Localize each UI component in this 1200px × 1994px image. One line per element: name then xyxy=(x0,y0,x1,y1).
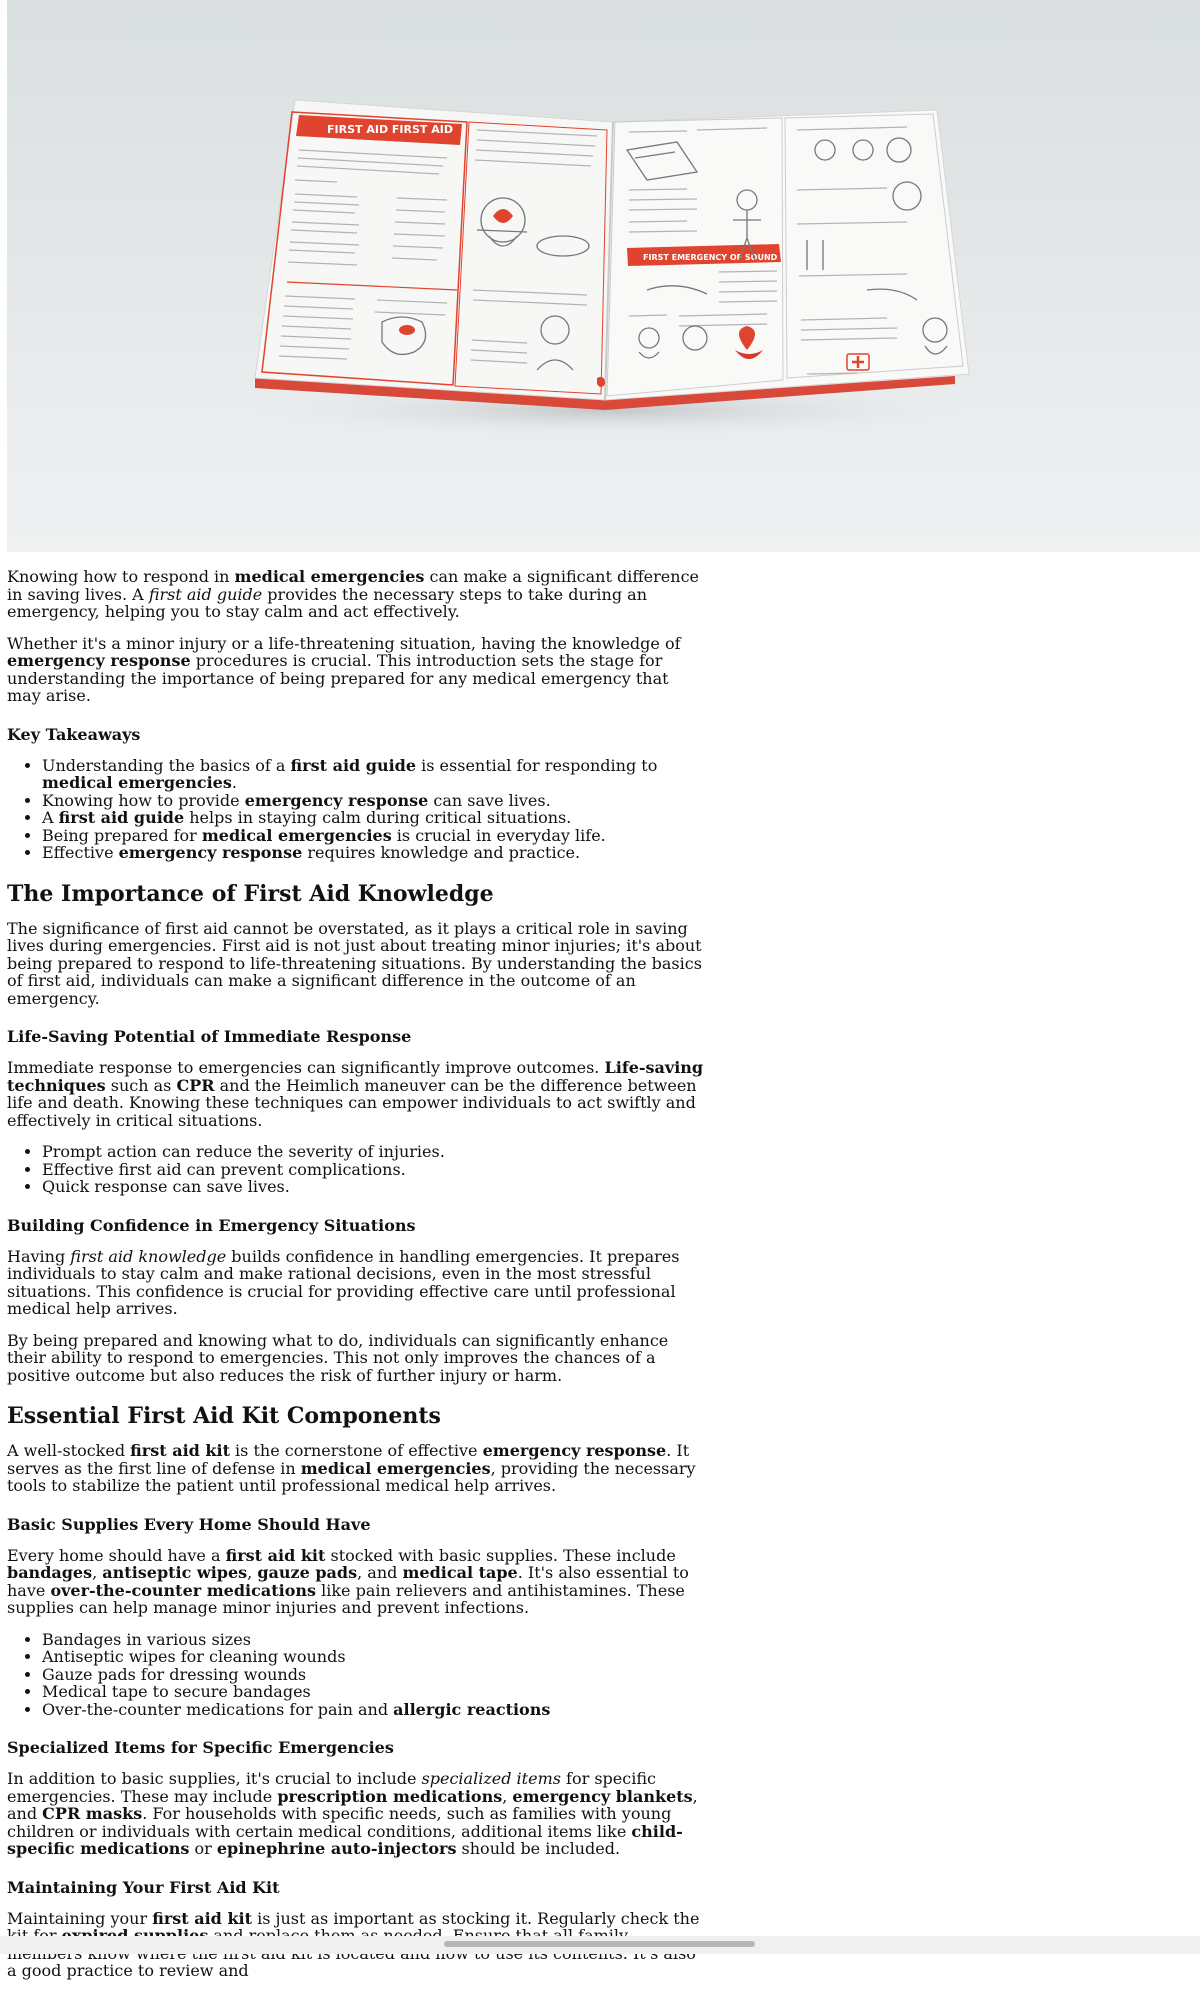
scrollbar-thumb[interactable] xyxy=(444,1941,755,1947)
text-run: is essential for responding to xyxy=(416,755,658,775)
bold-text: CPR masks xyxy=(42,1804,143,1823)
hero-image xyxy=(7,0,1200,552)
bold-text: emergency response xyxy=(244,790,429,810)
subsection-heading: Maintaining Your First Aid Kit xyxy=(7,1877,280,1897)
text-run: The significance of first aid cannot be overstated, as it plays a critical role in saving lives during emergencies. First aid is not just about treating minor injuries; it's about being prepared to respond to life-threatening situations. By understanding the basics of first aid, individuals can make a significant difference in the outcome of an emergency. xyxy=(7,918,702,1008)
list-item xyxy=(42,827,707,845)
text-run: such as xyxy=(105,1075,177,1095)
subsection-paragraph xyxy=(7,1770,707,1858)
bold-text: medical tape xyxy=(402,1563,518,1582)
text-run: Bandages in various sizes xyxy=(42,1629,251,1649)
booklet-banner: FIRST EMERGENCY OF SOUND xyxy=(643,253,778,262)
list-item xyxy=(42,1161,707,1179)
text-run: Having xyxy=(7,1246,71,1266)
bold-text: prescription medications xyxy=(277,1786,503,1806)
text-run: A well-stocked xyxy=(7,1441,131,1460)
text-run: stocked with basic supplies. These include xyxy=(325,1545,676,1565)
subsection-paragraph xyxy=(7,1059,707,1129)
text-run: , providing the necessary tools to stabilize the patient until professional medical help arrives. xyxy=(7,1458,696,1495)
text-run: Antiseptic wipes for cleaning wounds xyxy=(42,1647,346,1666)
text-run: Over-the-counter medications for pain and xyxy=(42,1699,394,1719)
text-run: A xyxy=(42,808,59,827)
text-run: Being prepared for xyxy=(42,825,202,845)
list-item xyxy=(42,1701,707,1719)
text-run: , xyxy=(92,1563,103,1582)
bold-text: first aid kit xyxy=(152,1908,252,1928)
text-run: Knowing how to respond in xyxy=(7,567,235,586)
subsection-heading: Life-Saving Potential of Immediate Response xyxy=(7,1027,412,1046)
text-run: procedures is crucial. This introduction sets the stage for understanding the importance of being prepared for any medical emergency that may arise. xyxy=(7,651,669,705)
text-run: . For households with specific needs, such as families with young children or individuals with certain medical conditions, additional items like xyxy=(7,1804,672,1841)
subsection-heading: Building Confidence in Emergency Situations xyxy=(7,1215,416,1235)
bold-text: CPR xyxy=(176,1075,215,1095)
text-run: . It's also essential to have xyxy=(7,1563,689,1600)
bold-text: medical emergencies xyxy=(300,1458,491,1478)
text-run: Maintaining your xyxy=(7,1908,153,1928)
horizontal-scrollbar[interactable] xyxy=(0,1936,1200,1954)
text-run: Knowing how to provide xyxy=(42,790,245,810)
text-run: . xyxy=(231,773,237,792)
text-run: for specific emergencies. These may include xyxy=(7,1769,656,1806)
list-item xyxy=(42,809,707,827)
bold-text: gauze pads xyxy=(257,1563,358,1582)
list-item xyxy=(42,1631,707,1649)
text-run: builds confidence in handling emergencies. It prepares individuals to stay calm and make rational decisions, even in the most stressful situations. This confidence is crucial for providing effective care until professional medical help arrives. xyxy=(7,1246,680,1318)
text-run: Immediate response to emergencies can significantly improve outcomes. xyxy=(7,1058,605,1077)
text-run: helps in staying calm during critical situations. xyxy=(184,808,572,827)
bold-text: emergency response xyxy=(7,651,191,670)
text-run: Understanding the basics of a xyxy=(42,755,291,775)
section-paragraph xyxy=(7,920,707,1008)
subsection-paragraph xyxy=(7,1248,707,1318)
list-item xyxy=(42,792,707,810)
bold-text: emergency response xyxy=(118,843,303,862)
list-item xyxy=(42,1178,707,1196)
text-run: , and xyxy=(7,1786,698,1823)
text-run: is just as important as stocking it. Regularly check the xyxy=(257,1908,700,1928)
text-run: , xyxy=(247,1563,258,1582)
subsection-heading: Basic Supplies Every Home Should Have xyxy=(7,1514,371,1534)
bold-text: antiseptic wipes xyxy=(102,1563,248,1582)
text-run: Whether it's a minor injury or a life-threatening situation, having the knowledge of xyxy=(7,633,681,653)
list-item xyxy=(42,1648,707,1666)
text-run: is crucial in everyday life. xyxy=(391,825,606,845)
text-run: In addition to basic supplies, it's crucial to include xyxy=(7,1769,422,1788)
key-takeaways-list xyxy=(7,757,707,862)
list-item xyxy=(42,1683,707,1701)
text-run: is the cornerstone of effective xyxy=(229,1441,483,1460)
first-aid-booklet-photo xyxy=(7,0,1200,552)
italic-text: specialized items xyxy=(421,1769,561,1788)
text-run: Effective first aid can prevent complications. xyxy=(42,1159,406,1179)
text-run: requires knowledge and practice. xyxy=(302,843,581,862)
list-item xyxy=(42,844,707,862)
bold-text: medical emergencies xyxy=(234,567,425,586)
lifesaving-list xyxy=(7,1143,707,1196)
text-run: should be included. xyxy=(456,1839,621,1858)
text-run: a good practice to review and xyxy=(7,1961,249,1980)
bold-text: epinephrine auto-injectors xyxy=(216,1839,457,1858)
bold-text: medical emergencies xyxy=(42,773,232,792)
bold-text: medical emergencies xyxy=(201,825,392,845)
text-run: Quick response can save lives. xyxy=(42,1177,290,1196)
bold-text: Life-saving techniques xyxy=(7,1058,704,1095)
text-run: , xyxy=(502,1786,513,1806)
basic-supplies-list xyxy=(7,1631,707,1719)
text-run: Effective xyxy=(42,843,119,862)
section-heading: The Importance of First Aid Knowledge xyxy=(7,880,494,907)
section-heading: Essential First Aid Kit Components xyxy=(7,1403,441,1429)
text-run: or xyxy=(189,1839,217,1858)
text-run: . It serves as the first line of defense in xyxy=(7,1441,690,1478)
bold-text: first aid kit xyxy=(225,1545,326,1565)
text-run: , and xyxy=(357,1563,403,1582)
subsection-paragraph xyxy=(7,1332,707,1385)
bold-text: first aid guide xyxy=(290,755,417,775)
bold-text: first aid guide xyxy=(58,808,185,827)
text-run: and the Heimlich maneuver can be the difference between life and death. Knowing these techniques can empower individuals to act swiftly and effectively in critical situations. xyxy=(7,1075,697,1130)
subsection-paragraph xyxy=(7,1547,707,1617)
article-body xyxy=(7,568,707,1994)
bold-text: emergency response xyxy=(482,1441,667,1460)
bold-text: over-the-counter medications xyxy=(50,1580,317,1600)
key-takeaways-heading: Key Takeaways xyxy=(7,724,141,744)
intro-paragraph xyxy=(7,568,707,621)
intro-paragraph xyxy=(7,635,707,705)
booklet-title: FIRST AID FIRST AID xyxy=(327,123,453,136)
text-run: Prompt action can reduce the severity of injuries. xyxy=(42,1142,445,1161)
text-run: Gauze pads for dressing wounds xyxy=(42,1664,307,1684)
text-run: can make a significant difference in saving lives. A xyxy=(7,567,699,604)
list-item xyxy=(42,1666,707,1684)
text-run: provides the necessary steps to take during an emergency, helping you to stay calm and act effectively. xyxy=(7,584,648,621)
text-run: Every home should have a xyxy=(7,1545,226,1565)
bold-text: child-specific medications xyxy=(7,1821,683,1858)
section-paragraph xyxy=(7,1442,707,1495)
text-run: By being prepared and knowing what to do, individuals can significantly enhance their ability to respond to emergencies. This not only improves the chances of a positive outcome but also reduces the risk of further injury or harm. xyxy=(7,1330,669,1385)
bold-text: allergic reactions xyxy=(393,1699,551,1719)
italic-text: first aid knowledge xyxy=(70,1246,227,1266)
italic-text: first aid guide xyxy=(148,584,263,604)
text-run: like pain relievers and antihistamines. These supplies can help manage minor injuries and prevent infections. xyxy=(7,1580,685,1617)
text-run: Medical tape to secure bandages xyxy=(42,1682,311,1701)
bold-text: bandages xyxy=(7,1563,93,1582)
text-run: can save lives. xyxy=(428,790,551,810)
list-item xyxy=(42,757,707,792)
bold-text: emergency blankets xyxy=(512,1786,693,1806)
list-item xyxy=(42,1143,707,1161)
subsection-heading: Specialized Items for Specific Emergencies xyxy=(7,1738,394,1757)
bold-text: first aid kit xyxy=(130,1441,230,1460)
